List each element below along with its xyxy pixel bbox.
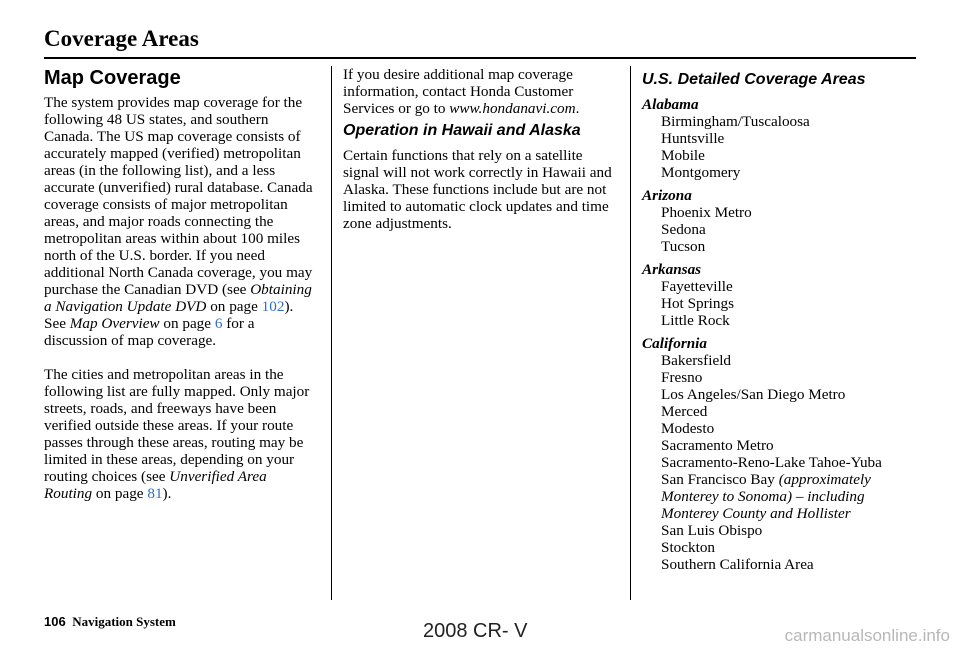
list-item: Hot Springs (661, 295, 734, 312)
footer-section-label: Navigation System (72, 614, 176, 629)
list-item: San Francisco Bay (approximately Monterey to Sonoma) – including Monterey County and Hollister (661, 471, 871, 522)
list-item: Huntsville (661, 130, 725, 147)
additional-coverage-paragraph: If you desire additional map coverage information, contact Honda Customer Services or go to www.hondanavi.com. (343, 66, 580, 117)
list-item: Montgomery (661, 164, 741, 181)
state-alabama: Alabama (642, 96, 699, 113)
list-item: Phoenix Metro (661, 204, 752, 221)
ref-unverified-area-routing: Unverified Area Routing (44, 468, 267, 502)
link-page-6[interactable]: 6 (214, 315, 223, 332)
city-list-alabama (642, 113, 922, 181)
link-page-102[interactable]: 102 (261, 298, 285, 315)
state-california: California (642, 335, 707, 352)
page-title: Coverage Areas (44, 26, 199, 51)
hawaii-alaska-paragraph: Certain functions that rely on a satellite signal will not work correctly in Hawaii and Alaska. These functions include but are not limited to automatic clock updates and time zone adjustments. (343, 147, 612, 232)
column-detailed-coverage (642, 66, 922, 573)
page-footer (44, 614, 176, 630)
detailed-coverage-heading: U.S. Detailed Coverage Areas (642, 71, 866, 88)
list-item: Southern California Area (661, 556, 814, 573)
model-label: 2008 CR- V (423, 620, 528, 642)
list-item: Los Angeles/San Diego Metro (661, 386, 846, 403)
state-arkansas: Arkansas (642, 261, 702, 278)
watermark: carmanualsonline.info (784, 626, 950, 645)
city-list-arkansas (642, 278, 922, 329)
state-arizona: Arizona (642, 187, 692, 204)
list-item: Bakersfield (661, 352, 732, 369)
list-item: Sacramento Metro (661, 437, 774, 454)
ref-obtaining-update-dvd: Obtaining a Navigation Update DVD (44, 281, 312, 315)
list-item: Little Rock (661, 312, 730, 329)
list-item: Modesto (661, 420, 715, 437)
column-divider-2 (630, 66, 631, 600)
list-item: Stockton (661, 539, 716, 556)
list-item: Tucson (661, 238, 706, 255)
list-item: Fresno (661, 369, 703, 386)
list-item: Mobile (661, 147, 705, 164)
honda-url[interactable]: www.hondanavi.com (449, 100, 576, 117)
city-list-california (642, 352, 922, 573)
header-divider (44, 57, 916, 59)
column-divider-1 (331, 66, 332, 600)
list-item: Birmingham/Tuscaloosa (661, 113, 810, 130)
column-map-coverage (44, 66, 318, 502)
page-number: 106 (44, 614, 66, 629)
link-page-81[interactable]: 81 (147, 485, 163, 502)
list-item: Sacramento-Reno-Lake Tahoe-Yuba (661, 454, 882, 471)
list-item: Sedona (661, 221, 706, 238)
hawaii-alaska-heading: Operation in Hawaii and Alaska (343, 122, 581, 139)
list-item: San Luis Obispo (661, 522, 763, 539)
map-coverage-paragraph-1: The system provides map coverage for the following 48 US states, and southern Canada. The US map coverage consists of accurately mapped (verified) metropolitan areas (in the following list), and a less accurate (unverified) rural database. Canada coverage consists of major metropolitan areas, and major roads connecting the metropolitan areas within about 100 miles north of the U.S. border. If you need additional North Canada coverage, you may purchase the Canadian DVD (see Obtaining a Navigation Update DVD on page 102). See Map Overview on page 6 for a discussion of map coverage. (44, 94, 313, 349)
city-list-arizona (642, 204, 922, 255)
list-item: Merced (661, 403, 708, 420)
list-item: Fayetteville (661, 278, 733, 295)
map-coverage-heading: Map Coverage (44, 67, 181, 89)
map-coverage-paragraph-2: The cities and metropolitan areas in the following list are fully mapped. Only major streets, roads, and freeways have been verified outside these areas. If your route passes through these areas, routing may be limited in these areas, depending on your routing choices (see Unverified Area Routing on page 81). (44, 366, 310, 502)
column-additional-info (343, 66, 619, 232)
ref-map-overview: Map Overview (69, 315, 160, 332)
